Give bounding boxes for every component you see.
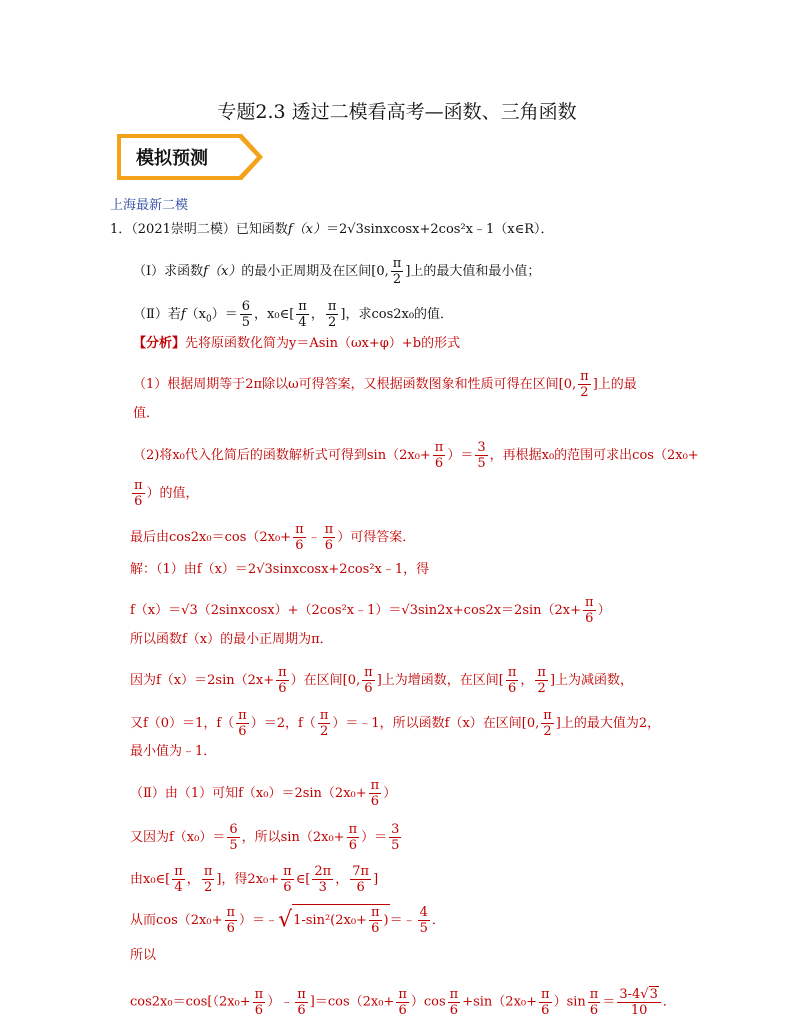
banner-label: 模拟预测 — [136, 148, 208, 169]
solution-line-12: cos2x₀＝cos[（2x₀+ $\frac{\pi}{6}$ ）﹣ $\frac{\pi}{6}$ ]＝cos（2x₀+ $\frac{\pi}{6}$ ）cos $\frac{\pi}{6}$ +sin（2x₀+ $\frac{\pi}{6}$ ）sin $\frac{\pi}{6}$ ＝ $\frac{3-4√3}{10}$ ． — [130, 986, 676, 1018]
problem-part-1: （Ⅰ）求函数f（x）的最小正周期及在区间[0, $\frac{\pi}{2}$ ]上的最大值和最小值； — [133, 256, 541, 287]
analysis-step-1-cont: 值． — [133, 406, 160, 421]
solution-line-1: 解：（1）由f（x）＝2√3sinxcosx+2cos²x﹣1，得 — [130, 562, 430, 577]
solution-line-3: 所以函数f（x）的最小正周期为π． — [130, 632, 333, 647]
section-label: 上海最新二模 — [110, 198, 189, 213]
solution-line-4: 因为f（x）＝2sin（2x+ $\frac{\pi}{6}$ ）在区间[0, $\frac{\pi}{6}$ ]上为增函数，在区间[ $\frac{\pi}{6}$ ， $\frac{\pi}{2}$ ]上为减函数， — [130, 665, 634, 696]
solution-line-5: 又f（0）＝1，f（ $\frac{\pi}{6}$ ）＝2，f（ $\frac{\pi}{2}$ ）＝﹣1，所以函数f（x）在区间[0, $\frac{\pi}{2}$ ]上的最大值为2， — [130, 708, 661, 739]
analysis-step-1: （1）根据周期等于2π除以ω可得答案，又根据函数图象和性质可得在区间[0, $\frac{\pi}{2}$ ]上的最 — [133, 369, 637, 400]
solution-line-8: 又因为f（x₀）＝ $\frac{6}{5}$ ，所以sin（2x₀+ $\frac{\pi}{6}$ ）＝ $\frac{3}{5}$ — [130, 822, 400, 853]
analysis-step-2-cont: $\frac{\pi}{6}$ ）的值， — [134, 478, 199, 509]
analysis-intro: 【分析】先将原函数化简为y＝Asin（ωx+φ）+b的形式 — [133, 336, 461, 351]
solution-line-9: 由x₀∈[ $\frac{\pi}{4}$ ， $\frac{\pi}{2}$ ]，得2x₀+ $\frac{\pi}{6}$ ∈[ $\frac{2\pi}{3}$ ， $\frac{7\pi}{6}$ ] — [130, 864, 379, 895]
solution-line-2: f（x）＝√3（2sinxcosx）+（2cos²x﹣1）＝√3sin2x+cos2x＝2sin（2x+ $\frac{\pi}{6}$ ） — [130, 595, 611, 626]
page-title: 专题2.3 透过二模看高考—函数、三角函数 — [217, 101, 577, 123]
problem-statement: 1．（2021崇明二模）已知函数f（x）＝2√3sinxcosx+2cos²x﹣1（x∈R）． — [110, 222, 554, 237]
solution-line-6: 最小值为﹣1． — [130, 744, 217, 759]
problem-number: 1． — [110, 222, 132, 237]
analysis-step-3: 最后由cos2x₀＝cos（2x₀+ $\frac{\pi}{6}$ ﹣ $\frac{\pi}{6}$ ）可得答案． — [130, 522, 416, 553]
problem-part-2: （Ⅱ）若$f(x_0)=$ $\frac{6}{5}$ ，x₀∈[ $\frac{\pi}{4}$ ， $\frac{\pi}{2}$ ]，求cos2x₀的值． — [133, 299, 454, 330]
solution-line-11: 所以 — [130, 948, 157, 963]
solution-line-10: 从而cos（2x₀+ $\frac{\pi}{6}$ ）＝﹣√1-sin²(2x₀+ $\frac{\pi}{6}$ )＝﹣ $\frac{4}{5}$ ． — [130, 905, 445, 936]
solution-line-7: （Ⅱ）由（1）可知f（x₀）＝2sin（2x₀+ $\frac{\pi}{6}$ ） — [130, 778, 397, 809]
analysis-step-2: （2)将x₀代入化简后的函数解析式可得到sin（2x₀+ $\frac{\pi}{6}$ ）＝ $\frac{3}{5}$ ，再根据x₀的范围可求出cos（2x₀+ — [133, 440, 699, 471]
